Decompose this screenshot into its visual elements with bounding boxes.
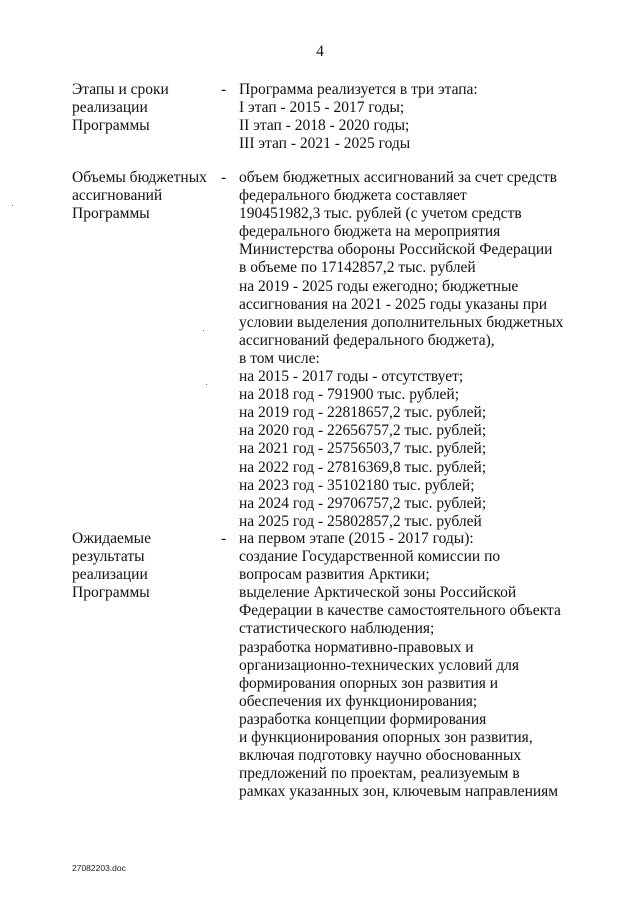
content-line: на первом этапе (2015 - 2017 годы): xyxy=(239,530,474,547)
content-line: формирования опорных зон развития и xyxy=(239,674,499,692)
label-line: Программы xyxy=(72,117,150,135)
dash-separator: - xyxy=(221,81,227,98)
document-filename: 27082203.doc xyxy=(72,863,126,873)
content-line: вопросам развития Арктики; xyxy=(239,566,430,584)
section-label xyxy=(72,81,212,135)
section-label xyxy=(72,169,212,223)
content-line: 190451982,3 тыс. рублей (с учетом средств xyxy=(239,205,522,223)
scan-speck xyxy=(206,384,207,385)
content-line: в объеме по 17142857,2 тыс. рублей xyxy=(239,259,476,277)
section-content xyxy=(239,169,579,531)
section-content xyxy=(239,530,579,801)
section-content xyxy=(239,81,579,153)
content-line: Программа реализуется в три этапа: xyxy=(239,81,478,98)
content-line: объем бюджетных ассигнований за счет средств xyxy=(239,169,557,186)
label-line: Этапы и сроки xyxy=(72,81,169,98)
page-number: 4 xyxy=(316,43,324,60)
scan-speck xyxy=(203,330,204,331)
content-line: на 2015 - 2017 годы - отсутствует; xyxy=(239,368,464,386)
content-line: в том числе: xyxy=(239,349,320,367)
content-line: I этап - 2015 - 2017 годы; xyxy=(239,99,405,117)
content-line: III этап - 2021 - 2025 годы xyxy=(239,135,411,153)
label-line: результаты xyxy=(72,548,145,566)
content-line: на 2018 год - 791900 тыс. рублей; xyxy=(239,386,459,404)
content-line: и функционирования опорных зон развития, xyxy=(239,729,533,747)
content-line: на 2025 год - 25802857,2 тыс. рублей xyxy=(239,512,482,530)
content-line: на 2022 год - 27816369,8 тыс. рублей; xyxy=(239,458,487,476)
label-line: Ожидаемые xyxy=(72,530,151,547)
content-line: обеспечения их функционирования; xyxy=(239,692,478,710)
content-line: на 2021 год - 25756503,7 тыс. рублей; xyxy=(239,440,487,458)
content-line: на 2019 год - 22818657,2 тыс. рублей; xyxy=(239,404,487,422)
content-line: ассигнований федерального бюджета), xyxy=(239,331,495,349)
label-line: Объемы бюджетных xyxy=(72,169,207,186)
content-line: федерального бюджета составляет xyxy=(239,187,467,205)
content-line: условии выделения дополнительных бюджетных xyxy=(239,313,564,331)
content-line: создание Государственной комиссии по xyxy=(239,548,501,566)
content-line: организационно-технических условий для xyxy=(239,656,519,674)
content-line: на 2023 год - 35102180 тыс. рублей; xyxy=(239,476,475,494)
dash-separator: - xyxy=(221,530,227,547)
content-line: Министерства обороны Российской Федерации xyxy=(239,241,553,259)
label-line: реализации xyxy=(72,99,148,117)
content-line: ассигнования на 2021 - 2025 годы указаны при xyxy=(239,295,548,313)
content-line: включая подготовку научно обоснованных xyxy=(239,747,522,765)
content-line: на 2019 - 2025 годы ежегодно; бюджетные xyxy=(239,277,519,295)
content-line: на 2024 год - 29706757,2 тыс. рублей; xyxy=(239,494,487,512)
content-line: разработка концепции формирования xyxy=(239,710,487,728)
content-line: разработка нормативно-правовых и xyxy=(239,638,474,656)
content-line: федерального бюджета на мероприятия xyxy=(239,223,501,241)
content-line: рамках указанных зон, ключевым направлениям xyxy=(239,783,559,801)
label-line: Программы xyxy=(72,205,150,223)
content-line: II этап - 2018 - 2020 годы; xyxy=(239,117,410,135)
content-line: предложений по проектам, реализуемым в xyxy=(239,765,520,783)
label-line: Программы xyxy=(72,584,150,602)
dash-separator: - xyxy=(221,169,227,186)
label-line: реализации xyxy=(72,566,148,584)
scan-speck xyxy=(12,205,13,206)
content-line: статистического наблюдения; xyxy=(239,620,435,638)
section-label xyxy=(72,530,212,602)
label-line: ассигнований xyxy=(72,187,163,205)
content-line: выделение Арктической зоны Российской xyxy=(239,584,517,602)
content-line: на 2020 год - 22656757,2 тыс. рублей; xyxy=(239,422,487,440)
content-line: Федерации в качестве самостоятельного объекта xyxy=(239,602,561,620)
